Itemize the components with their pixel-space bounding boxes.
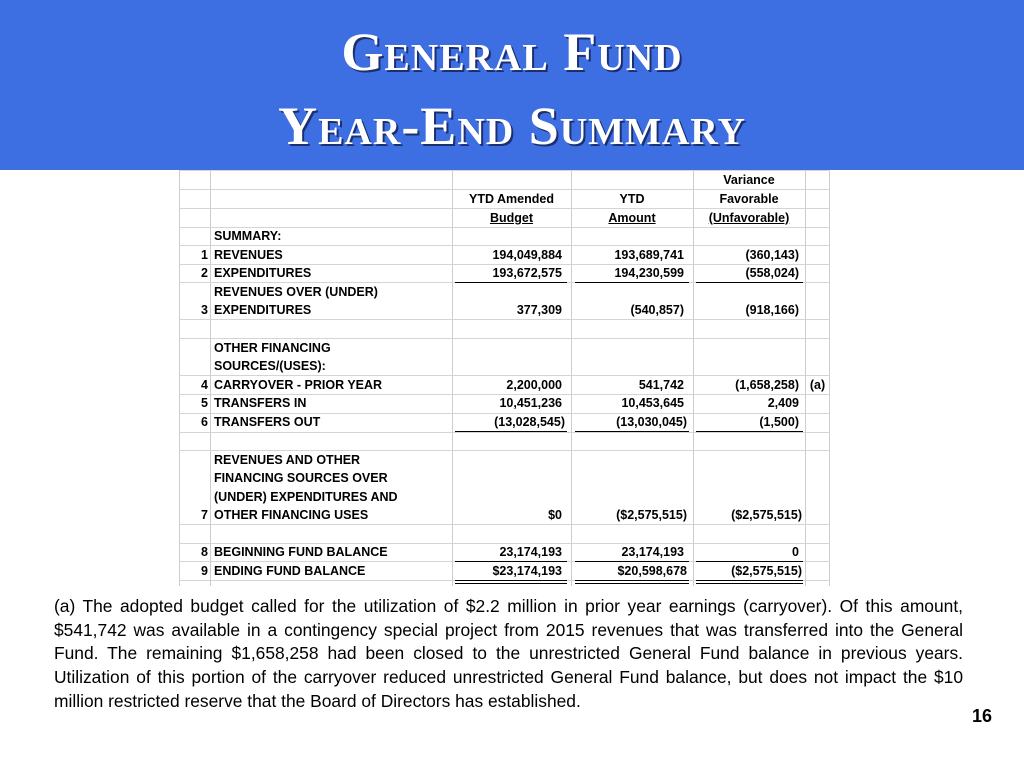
grid-line [179,432,830,433]
row-label: CARRYOVER - PRIOR YEAR [214,378,383,392]
budget-cell: 2,200,000 [506,378,562,392]
variance-cell: ($2,575,515) [731,564,802,578]
amount-cell: 541,742 [638,378,684,392]
double-underline [696,580,803,581]
budget-cell: $0 [548,508,562,522]
variance-cell: (360,143) [745,248,799,262]
row-number: 8 [201,545,208,559]
section-label: SUMMARY: [214,229,282,243]
budget-cell: 377,309 [516,303,562,317]
amount-cell: $20,598,678 [617,564,687,578]
budget-cell: 23,174,193 [499,545,562,559]
variance-cell: (1,658,258) [735,378,799,392]
title-banner [0,0,1024,170]
underline [696,282,803,283]
section-label: SOURCES/(USES): [214,359,326,373]
underline [575,282,689,283]
row-label-continued: FINANCING SOURCES OVER [214,471,388,485]
underline [455,282,567,283]
row-label: OTHER FINANCING USES [214,508,369,522]
row-label: EXPENDITURES [214,266,312,280]
amount-cell: ($2,575,515) [616,508,687,522]
variance-cell: (1,500) [759,415,799,429]
double-underline [455,580,567,581]
page-number: 16 [972,706,993,726]
variance-cell: ($2,575,515) [731,508,802,522]
footnote-marker: (a) [809,378,826,392]
amount-cell: 194,230,599 [614,266,684,280]
double-underline [455,583,567,584]
row-number: 3 [201,303,208,317]
slide-title-line1: General Fund [341,22,683,82]
variance-cell: (558,024) [745,266,799,280]
underline [575,431,689,432]
budget-cell: $23,174,193 [492,564,562,578]
row-number: 5 [201,396,208,410]
budget-cell: 193,672,575 [492,266,562,280]
header-budget: YTD Amended [469,192,554,206]
row-label: ENDING FUND BALANCE [214,564,366,578]
budget-cell: (13,028,545) [494,415,565,429]
double-underline [696,583,803,584]
section-label: OTHER FINANCING [214,341,331,355]
row-label-continued: (UNDER) EXPENDITURES AND [214,490,398,504]
header-budget-2: Budget [489,211,534,225]
underline [455,431,567,432]
amount-cell: 23,174,193 [621,545,684,559]
header-amount-2: Amount [608,211,656,225]
row-label: TRANSFERS OUT [214,415,321,429]
amount-cell: (540,857) [630,303,684,317]
amount-cell: 193,689,741 [614,248,684,262]
row-label: REVENUES [214,248,283,262]
underline [696,431,803,432]
row-number: 9 [201,564,208,578]
budget-cell: 194,049,884 [492,248,562,262]
header-unfavorable: (Unfavorable) [708,211,790,225]
budget-cell: 10,451,236 [499,396,562,410]
variance-cell: 0 [792,545,799,559]
grid-line [179,319,830,320]
row-label: EXPENDITURES [214,303,312,317]
footnote-text: (a) The adopted budget called for the utilization of $2.2 million in prior year earnings (carryover). Of this amount, $541,742 was available in a contingency special project from 2015 revenues that was transferred into the General Fund. The remaining $1,658,258 had been closed to the unrestricted General Fund balance in previous years. Utilization of this portion of the carryover reduced unrestricted General Fund balance, but does not impact the $10 million restricted reserve that the Board of Directors has established. [54,596,963,711]
row-number: 6 [201,415,208,429]
row-label: BEGINNING FUND BALANCE [214,545,388,559]
variance-cell: (918,166) [745,303,799,317]
grid-line [179,524,830,525]
summary-table [179,170,830,586]
header-amount: YTD [619,192,645,206]
header-variance: Variance [723,173,775,187]
double-underline [575,583,689,584]
header-favorable: Favorable [719,192,779,206]
row-label: TRANSFERS IN [214,396,307,410]
row-number: 4 [201,378,208,392]
row-label-continued: REVENUES AND OTHER [214,453,361,467]
amount-cell: (13,030,045) [616,415,687,429]
amount-cell: 10,453,645 [621,396,684,410]
slide-title-line2: Year-End Summary [278,96,746,156]
row-number: 1 [201,248,208,262]
row-number: 7 [201,508,208,522]
variance-cell: 2,409 [767,396,799,410]
row-number: 2 [201,266,208,280]
double-underline [575,580,689,581]
row-label-continued: REVENUES OVER (UNDER) [214,285,378,299]
